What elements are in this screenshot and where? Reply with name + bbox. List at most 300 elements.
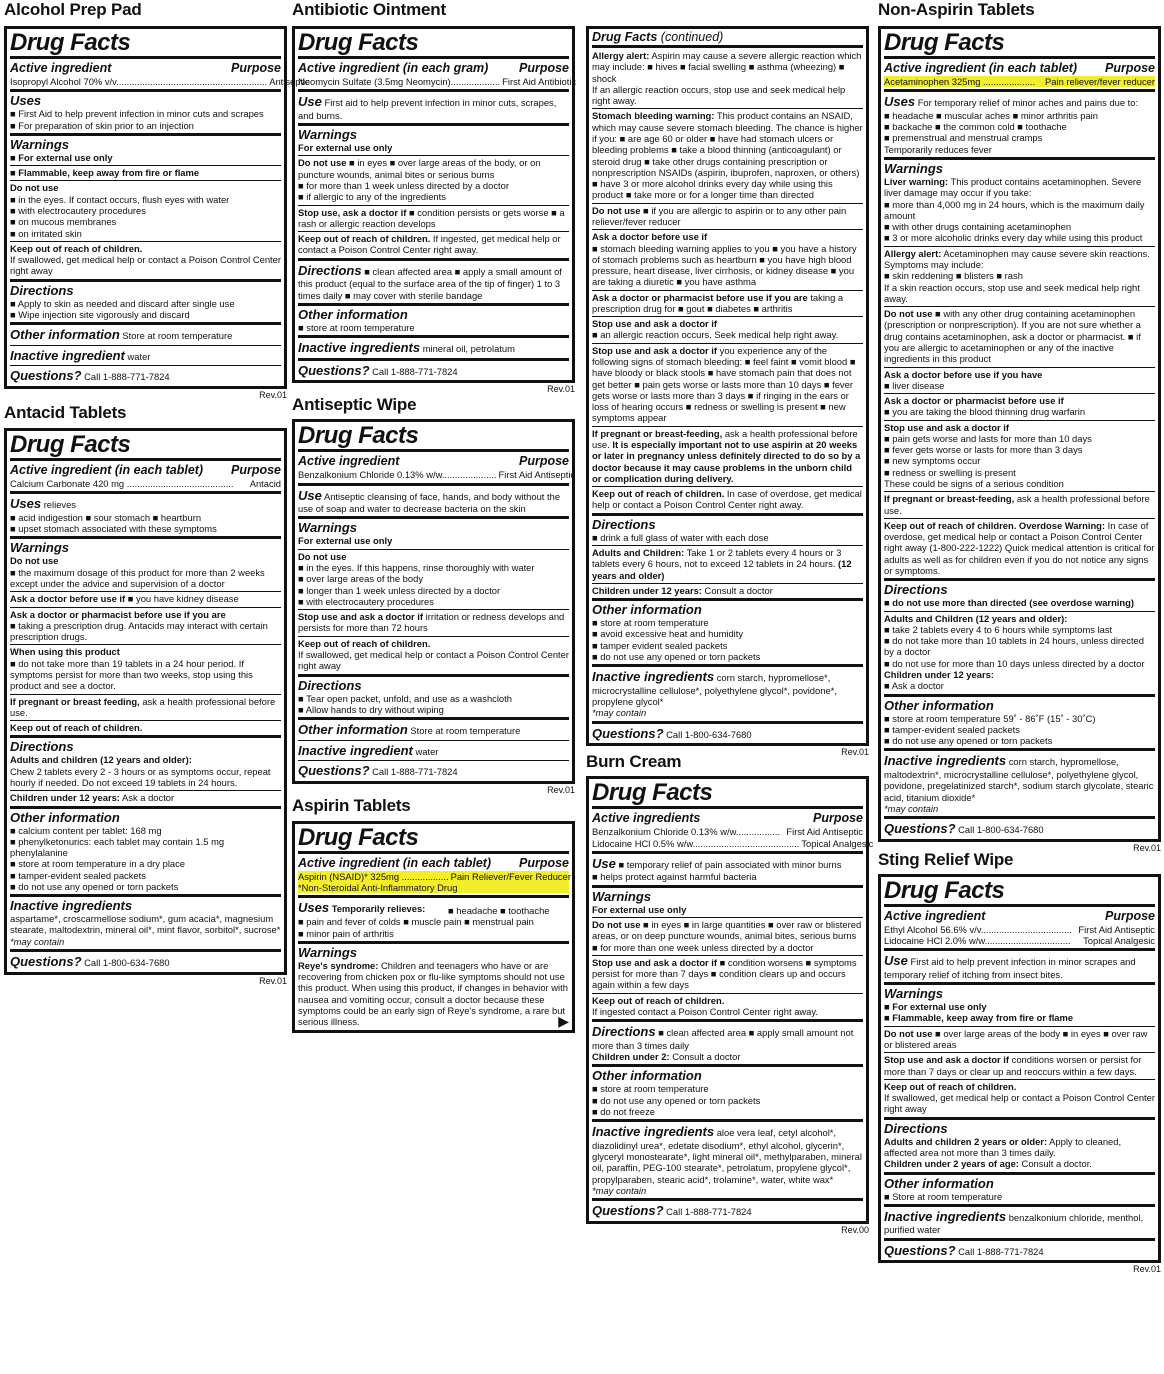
subheading: Do not use xyxy=(592,918,641,930)
uses-heading: Uses xyxy=(10,496,42,512)
warning-text: For external use only xyxy=(298,142,393,154)
active-ingredient: Neomycin Sulfate (3.5mg Neomycin)................... xyxy=(298,76,501,87)
subheading: Children under 12 years: xyxy=(10,792,120,804)
body-text: benzalkonium chloride, menthol, purified water xyxy=(884,1211,1144,1236)
list-item: ■ tamper-evident sealed packets xyxy=(884,723,1020,735)
body-text: relieves xyxy=(43,499,76,511)
body-text: If swallowed, get medical help or contact a Poison Control Center right away xyxy=(10,254,281,277)
body-text: ask a health professional before use. xyxy=(10,695,276,718)
directions-heading: Directions xyxy=(298,262,362,278)
warning-text: For external use only xyxy=(592,903,687,915)
footnote: *may contain xyxy=(884,802,939,814)
list-item: ■ for more than 1 week unless directed by a doctor xyxy=(298,180,509,191)
body-text: Apply to cleaned, affected area not more than 3 times daily. xyxy=(884,1135,1122,1158)
list-item: ■ on mucous membranes xyxy=(10,216,117,228)
subheading: If pregnant or breast-feeding, xyxy=(884,493,1015,505)
purpose: First Aid Antiseptic xyxy=(498,469,576,481)
questions-heading: Questions? xyxy=(10,368,82,384)
revision-label: Rev.00 xyxy=(841,1224,869,1235)
subheading: When using this product xyxy=(10,646,120,658)
list-item: ■ minor pain of arthritis xyxy=(298,927,394,939)
subheading: Stop use and ask a doctor if xyxy=(592,956,718,968)
list-item: ■ Allow hands to dry without wiping xyxy=(298,703,444,715)
subheading: Children under 12 years: xyxy=(884,668,994,680)
purpose: First Aid Antiseptic xyxy=(786,826,863,838)
body-text: If swallowed, get medical help or contact a Poison Control Center right away xyxy=(884,1092,1155,1115)
active-ingredient: Ethyl Alcohol 56.6% v/v................................... xyxy=(884,923,1072,935)
list-item: ■ avoid excessive heat and humidity xyxy=(592,628,744,640)
body-text: Store at room temperature xyxy=(122,330,233,342)
purpose-heading: Purpose xyxy=(230,463,281,477)
drug-facts-heading: Drug Facts xyxy=(592,30,658,44)
list-item: ■ do not use any opened or torn packets xyxy=(592,1094,761,1106)
purpose: Topical Analgesic xyxy=(1083,934,1155,946)
body-text: This product contains an NSAID, which may cause severe stomach bleeding. The chance is higher if you: ■ are age 60 or older ■ have had stomach ulcers or bleeding problems ■ take a blood thinning (anticoagulant) or steroid drug ■ take other drugs containing prescription or nonprescription NSAIDs (aspirin, ibuprofen, naproxen, or others) ■ have 3 or more alcohol drinks every day while using this product ■ take more or for a longer time than directed xyxy=(592,110,863,201)
active-ingredient: Calcium Carbonate 420 mg ......................................... xyxy=(10,478,234,489)
drug-facts-heading: Drug Facts xyxy=(592,779,713,807)
uses-heading: Uses xyxy=(884,94,916,110)
list-item: ■ with electrocautery procedures xyxy=(10,204,146,216)
body-text: First aid to help prevent infection in minor scrapes and temporary relief of itching from insect bites. xyxy=(884,956,1136,980)
directions-heading: Directions xyxy=(592,516,656,532)
inactive-heading: Inactive ingredient xyxy=(10,347,125,363)
body-text: ■ in eyes ■ over large areas of the body, or on puncture wounds, animal bites or serious burns xyxy=(298,157,541,180)
subheading: Reye's syndrome: xyxy=(298,959,379,971)
body-text: Chew 2 tablets every 2 - 3 hours or as symptoms occur, repeat hourly if needed. Do not exceed 19 tablets in 24 hours. xyxy=(10,765,271,788)
list-item: ■ store at room temperature xyxy=(592,1083,709,1095)
body-text: It is especially important not to use aspirin at 20 weeks or later in pregnancy unless definitely directed to do so by a doctor because it may cause problems in the unborn child or complication during delivery. xyxy=(592,439,861,484)
inactive-heading: Inactive ingredients xyxy=(884,1208,1007,1224)
list-item: ■ on irritated skin xyxy=(10,227,82,239)
list-item: ■ liver disease xyxy=(884,379,945,391)
body-text: If a skin reaction occurs, stop use and seek medical help right away. xyxy=(884,281,1140,304)
body-text: ■ clean affected area ■ apply small amount not more than 3 times daily xyxy=(592,1027,854,1051)
purpose: Pain reliever/fever reducer xyxy=(1045,76,1155,87)
body-text: ask a health professional before use. xyxy=(592,427,858,450)
active-ingredient: Acetaminophen 325mg .................... xyxy=(884,76,1036,87)
drug-facts-heading: Drug Facts xyxy=(298,823,419,851)
other-heading: Other information xyxy=(298,306,408,322)
purpose-heading: Purpose xyxy=(518,454,569,469)
active-ingredient: Lidocaine HCl 0.5% w/w......................................... xyxy=(592,837,800,849)
list-item: ■ backache ■ the common cold ■ toothache xyxy=(884,121,1067,133)
body-text: ■ in eyes ■ in large quantities ■ over raw or blistered areas, or on deep puncture wounds, animal bites, serious burns ■ for more than one week unless directed by a doctor xyxy=(592,918,862,953)
list-item: ■ do not use any opened or torn packets xyxy=(10,880,179,892)
use-heading: Use xyxy=(298,487,322,503)
uses-heading: Uses xyxy=(10,93,42,109)
questions-heading: Questions? xyxy=(592,725,664,741)
subheading: Keep out of reach of children. xyxy=(592,488,725,500)
questions-heading: Questions? xyxy=(10,954,82,970)
column-3 xyxy=(586,0,874,1236)
list-item: ■ For preparation of skin prior to an injection xyxy=(10,119,194,131)
active-ingredient: Isopropyl Alcohol 70% v/v.......................................................... xyxy=(10,76,268,87)
list-item: ■ Tear open packet, unfold, and use as a washcloth xyxy=(298,692,512,704)
body-text: In case of overdose, get medical help or contact a Poison Control Center right away. xyxy=(592,488,862,511)
body-text: If an allergic reaction occurs, stop use and seek medical help right away. xyxy=(592,83,846,107)
column-4 xyxy=(878,0,1161,1275)
subheading: Ask a doctor before use if xyxy=(10,593,126,605)
warning-text: ■ For external use only xyxy=(10,151,113,163)
body-text: Ask a doctor xyxy=(122,792,175,804)
subheading: Adults and Children: xyxy=(592,546,685,558)
list-item: ■ do not take more than 10 tablets in 24 hours, unless directed by a doctor xyxy=(884,635,1144,658)
inactive-heading: Inactive ingredients xyxy=(592,669,715,685)
body-text: Store at room temperature xyxy=(410,725,521,737)
subheading: Do not use xyxy=(884,308,933,320)
drug-facts-panel-antacid xyxy=(4,428,287,975)
warnings-heading: Warnings xyxy=(298,127,357,143)
body-text: First aid to help prevent infection in minor cuts, scrapes, and burns. xyxy=(298,97,557,121)
section-title: Sting Relief Wipe xyxy=(878,849,1014,869)
warnings-heading: Warnings xyxy=(298,520,357,536)
subheading: Keep out of reach of children. xyxy=(592,994,725,1006)
drug-facts-heading: Drug Facts xyxy=(10,29,131,56)
use-heading: Use xyxy=(298,94,322,110)
section-title: Burn Cream xyxy=(586,752,682,772)
active-ingredient: Benzalkonium Chloride 0.13% w/w................. xyxy=(592,826,781,838)
list-item: ■ you are taking the blood thinning drug warfarin xyxy=(884,406,1086,418)
active-heading: Active ingredient (in each gram) xyxy=(298,61,489,75)
purpose: First Aid Antiseptic xyxy=(1078,923,1155,935)
list-item: ■ Apply to skin as needed and discard after single use xyxy=(10,297,235,309)
active-heading: Active ingredients xyxy=(592,811,701,826)
body-text: aloe vera leaf, cetyl alcohol*, diazolidinyl urea*, edetate disodium*, ethyl alcohol, glycerin*, glyceryl monostearate*, light mineral oil*, methylparaben, mineral oil, paraffin, PEG-100 stearate*, petrolatum, propylene glycol*, propylparaben, stearic acid*, trolamine*, water, white wax* xyxy=(592,1127,862,1185)
list-item: ■ phenylketonurics: each tablet may contain 1.5 mg phenylalanine xyxy=(10,835,225,859)
subheading: Stomach bleeding warning: xyxy=(592,110,715,122)
list-item: ■ 3 or more alcoholic drinks every day while using this product xyxy=(884,232,1143,244)
phone-number: Call 1-888-771-7824 xyxy=(84,371,170,383)
subheading: Children under 12 years: xyxy=(592,584,702,596)
subheading: Do not use xyxy=(10,555,59,567)
purpose: Pain Reliever/Fever Reducer xyxy=(450,870,571,882)
phone-number: Call 1-888-771-7824 xyxy=(372,766,458,778)
questions-heading: Questions? xyxy=(884,821,956,837)
body-text: corn starch, hypromellose*, microcrystalline cellulose*, polyethylene glycol*, povidone*, propylene glycol* xyxy=(592,672,837,708)
questions-heading: Questions? xyxy=(298,362,370,378)
body-text: ■ over large areas of the body ■ in eyes ■ over raw or blistered areas xyxy=(884,1027,1148,1050)
questions-heading: Questions? xyxy=(298,763,370,779)
section-title: Aspirin Tablets xyxy=(292,795,411,815)
subheading: Keep out of reach of children. xyxy=(10,242,143,254)
subheading: Liver warning: xyxy=(884,176,949,187)
subheading: Keep out of reach of children. Overdose Warning: xyxy=(884,519,1106,531)
body-text: ■ stomach bleeding warning applies to you ■ you have a history of stomach problems such as heartburn ■ you have high blood pressure, heart disease, liver cirrhosis, or kidney disease ■ you are taking a diuretic ■ you have asthma xyxy=(592,242,857,288)
section-title: Antibiotic Ointment xyxy=(292,0,446,19)
subheading: Ask a doctor or pharmacist before use if xyxy=(884,395,1064,407)
footnote: *may contain xyxy=(592,707,647,719)
revision-label: Rev.01 xyxy=(841,747,869,758)
drug-facts-panel-antibiotic xyxy=(292,26,575,383)
active-ingredient: Benzalkonium Chloride 0.13% w/w..................... xyxy=(298,469,497,481)
body-text: Take 1 or 2 tablets every 4 hours or 3 tablets every 6 hours, not to exceed 12 tablets in 24 hours. xyxy=(592,546,842,570)
drug-facts-panel-antiseptic-wipe xyxy=(292,419,575,784)
continued-label: (continued) xyxy=(660,30,724,44)
questions-heading: Questions? xyxy=(592,1203,664,1219)
inactive-heading: Inactive ingredients xyxy=(10,898,133,914)
body-text: ask a health professional before use. xyxy=(884,493,1150,516)
revision-label: Rev.01 xyxy=(547,384,575,395)
purpose-heading: Purpose xyxy=(230,61,281,75)
body-text: corn starch, hypromellose, maltodextrin*, microcrystalline cellulose*, polyethylene glycol, povidone, pregelatinized starch*, sodium starch glycolate, stearic acid, titanium dioxide* xyxy=(884,756,1154,803)
subheading: Do not use xyxy=(592,204,641,216)
body-text: ■ condition worsens ■ symptoms persist for more than 7 days ■ condition clears up and occurs again within a few days xyxy=(592,956,857,991)
inactive-heading: Inactive ingredients xyxy=(884,753,1007,769)
subheading: Keep out of reach of children. xyxy=(298,637,431,649)
body-text: Consult a doctor xyxy=(672,1051,741,1063)
list-item: ■ tamper evident sealed packets xyxy=(592,639,728,651)
subheading: Allergy alert: xyxy=(884,247,942,259)
body-text: (12 years and older) xyxy=(592,558,852,581)
list-item: ■ store at room temperature xyxy=(592,617,709,629)
subheading: Ask a doctor before use if you have xyxy=(884,368,1043,380)
purpose: First Aid Antibiotic xyxy=(502,76,577,87)
subheading: Children under 2: xyxy=(592,1051,670,1063)
revision-label: Rev.01 xyxy=(1133,842,1161,853)
warnings-heading: Warnings xyxy=(10,136,69,152)
subheading: If pregnant or breast-feeding, xyxy=(592,427,723,439)
warnings-heading: Warnings xyxy=(10,540,69,556)
purpose-heading: Purpose xyxy=(518,855,569,870)
revision-label: Rev.01 xyxy=(1133,1264,1161,1275)
phone-number: Call 1-888-771-7824 xyxy=(666,1206,752,1218)
drug-facts-panel-aspirin-continued xyxy=(586,26,869,746)
body-text: ■ taking a prescription drug. Antacids may interact with certain prescription drugs. xyxy=(10,619,268,643)
list-item: ■ temporary relief of pain associated with minor burns xyxy=(618,858,842,870)
subheading: Do not use xyxy=(10,182,59,194)
drug-facts-panel-sting-relief xyxy=(878,874,1161,1264)
other-heading: Other information xyxy=(884,1175,994,1191)
list-item: ■ do not freeze xyxy=(592,1105,655,1117)
body-text: If swallowed, get medical help or contact a Poison Control Center right away xyxy=(298,649,569,672)
list-item: ■ in the eyes. If this happens, rinse thoroughly with water xyxy=(298,562,535,574)
active-heading: Active ingredient xyxy=(884,908,986,923)
list-item: ■ skin reddening ■ blisters ■ rash xyxy=(884,270,1023,282)
drug-facts-panel-non-aspirin xyxy=(878,26,1161,842)
section-title: Antacid Tablets xyxy=(4,403,127,422)
purpose: Topical Analgesic xyxy=(801,837,874,849)
body-text: taking a prescription drug for ■ gout ■ diabetes ■ arthritis xyxy=(592,291,844,314)
body-text: water xyxy=(415,745,439,757)
body-text: you experience any of the following signs of stomach bleeding: ■ feel faint ■ vomit blood ■ have bloody or black stools ■ have stomach pain that does not get better ■ pain gets worse or lasts more than 10 days ■ fever gets worse or lasts more than 3 days ■ if ringing in the ears or loss of hearing occurs ■ redness or swelling is present ■ new symptoms appear xyxy=(592,344,856,424)
subheading: Ask a doctor before use if xyxy=(592,231,708,243)
section-title: Non-Aspirin Tablets xyxy=(878,0,1035,19)
subheading: Stop use and ask a doctor if xyxy=(592,318,718,330)
list-item: ■ with other drugs containing acetaminophen xyxy=(884,221,1072,233)
drug-facts-panel-burn-cream xyxy=(586,776,874,1224)
body-text: In case of overdose, get medical help or contact a Poison Control Center right away (1-800-222-1222) Quick medical attention is critical for adults as well as for children even if you do not notice any signs or symptoms. xyxy=(884,519,1155,576)
active-heading: Active ingredient (in each tablet) xyxy=(298,855,492,870)
list-item: ■ take 2 tablets every 4 to 6 hours while symptoms last xyxy=(884,623,1113,635)
body-text: ■ condition persists or gets worse ■ a rash or allergic reaction develops xyxy=(298,206,565,229)
subheading: Stop use and ask a doctor if xyxy=(884,421,1010,433)
footnote: *may contain xyxy=(10,935,65,947)
warnings-heading: Warnings xyxy=(298,944,357,960)
list-item: ■ in the eyes. If contact occurs, flush eyes with water xyxy=(10,193,230,205)
drug-facts-panel-aspirin xyxy=(292,821,575,1033)
body-text: Acetaminophen may cause severe skin reactions. Symptoms may include: xyxy=(884,247,1150,270)
other-heading: Other information xyxy=(298,722,408,738)
body-text: *Non-Steroidal Anti-Inflammatory Drug xyxy=(298,882,458,894)
active-ingredient: Aspirin (NSAID)* 325mg .................. xyxy=(298,870,449,882)
purpose-heading: Purpose xyxy=(1104,908,1155,923)
list-item: ■ headache ■ toothache xyxy=(448,905,550,917)
list-item: These could be signs of a serious condition xyxy=(884,478,1064,490)
subheading: If pregnant or breast feeding, xyxy=(10,695,140,707)
drug-facts-panel-alcohol-prep-pad xyxy=(4,26,310,389)
drug-facts-heading: Drug Facts xyxy=(298,422,419,450)
list-item: ■ pain and fever of colds ■ muscle pain ■ menstrual pain xyxy=(298,916,534,928)
inactive-heading: Inactive ingredient xyxy=(298,742,413,758)
body-text: Consult a doctor. xyxy=(1021,1158,1092,1170)
purpose-heading: Purpose xyxy=(1104,61,1155,75)
warnings-heading: Warnings xyxy=(884,161,943,176)
subheading: Keep out of reach of children. xyxy=(10,720,281,733)
drug-facts-heading: Drug Facts xyxy=(10,431,131,458)
list-item: ■ do not use any opened or torn packets xyxy=(592,650,761,662)
list-item: ■ fever gets worse or lasts for more than 3 days xyxy=(884,444,1083,456)
body-text: irritation or redness develops and persists for more than 72 hours xyxy=(298,611,565,634)
directions-heading: Directions xyxy=(298,677,362,693)
list-item: ■ store at room temperature in a dry place xyxy=(10,858,186,870)
list-item: ■ do not use any opened or torn packets xyxy=(884,735,1053,747)
body-text: conditions worsen or persist for more than 7 days or clear up and reoccurs within a few days. xyxy=(884,1054,1142,1077)
revision-label: Rev.01 xyxy=(547,784,575,795)
list-item: ■ Ask a doctor xyxy=(884,680,944,692)
column-2 xyxy=(292,0,575,1033)
subheading: Stop use, ask a doctor if xyxy=(298,206,407,218)
directions-heading: Directions xyxy=(10,282,74,298)
list-item: ■ more than 4,000 mg in 24 hours, which is the maximum daily amount xyxy=(884,198,1145,221)
subheading: Adults and children (12 years and older): xyxy=(10,754,192,766)
body-text: ■ if you are allergic to aspirin or to any other pain reliever/fever reducer xyxy=(592,204,847,227)
list-item: ■ store at room temperature 59˚ - 86˚F (15˚ - 30˚C) xyxy=(884,712,1096,724)
active-heading: Active ingredient xyxy=(10,61,112,75)
list-item: ■ do not use for more than 10 days unless directed by a doctor xyxy=(884,657,1145,669)
use-heading: Use xyxy=(592,855,616,871)
purpose: Antiseptic xyxy=(269,76,310,87)
list-item: ■ longer than 1 week unless directed by a doctor xyxy=(298,584,501,596)
subheading: Stop use and ask a doctor if xyxy=(592,344,718,356)
body-text: ■ an allergic reaction occurs. Seek medical help right away. xyxy=(592,329,839,341)
questions-heading: Questions? xyxy=(884,1242,956,1258)
other-heading: Other information xyxy=(10,809,120,825)
body-text: This product contains acetaminophen. Severe liver damage may occur if you take: xyxy=(884,176,1142,199)
subheading: Adults and children 2 years or older: xyxy=(884,1135,1048,1147)
list-item: ■ if allergic to any of the ingredients xyxy=(298,191,446,203)
subheading: Stop use and ask a doctor if xyxy=(298,611,424,623)
phone-number: Call 1-800-634-7680 xyxy=(666,728,752,740)
inactive-heading: Inactive ingredients xyxy=(592,1124,715,1140)
subheading: Do not use xyxy=(298,157,347,169)
list-item: ■ Store at room temperature xyxy=(884,1190,1003,1202)
subheading: Adults and Children (12 years and older): xyxy=(884,612,1068,624)
phone-number: Call 1-888-771-7824 xyxy=(958,1245,1044,1257)
purpose-heading: Purpose xyxy=(812,811,863,826)
other-heading: Other information xyxy=(592,1068,702,1084)
drug-facts-heading: Drug Facts xyxy=(884,876,1005,904)
use-heading: Use xyxy=(884,953,908,969)
directions-heading: Directions xyxy=(10,739,74,755)
body-text: Aspirin may cause a severe allergic reaction which may include: ■ hives ■ facial swelling ■ asthma (wheezing) ■ shock xyxy=(592,50,862,84)
phone-number: Call 1-800-634-7680 xyxy=(958,824,1044,836)
subheading: Children under 2 years of age: xyxy=(884,1158,1019,1170)
section-title: Alcohol Prep Pad xyxy=(4,0,142,19)
warning-text: ■ Flammable, keep away from fire or flame xyxy=(10,165,281,178)
active-ingredient: Lidocaine HCl 2.0% w/w................................. xyxy=(884,934,1071,946)
body-text: Antiseptic cleansing of face, hands, and body without the use of soap and water to decrease bacteria on the skin xyxy=(298,490,561,515)
list-item: ■ pain gets worse and lasts for more than 10 days xyxy=(884,432,1092,444)
warnings-heading: Warnings xyxy=(592,888,651,904)
body-text: ■ clean affected area ■ apply a small amount of this product (equal to the surface area of the tip of finger) 1 to 3 times daily ■ may cover with sterile bandage xyxy=(298,265,562,301)
list-item: ■ headache ■ muscular aches ■ minor arthritis pain xyxy=(884,109,1098,121)
warnings-heading: Warnings xyxy=(884,986,943,1002)
revision-label: Rev.01 xyxy=(259,975,287,986)
other-heading: Other information xyxy=(10,327,120,343)
list-item: ■ helps protect against harmful bacteria xyxy=(592,871,757,883)
list-item: ■ redness or swelling is present xyxy=(884,466,1016,478)
directions-heading: Directions xyxy=(884,582,948,598)
subheading: Keep out of reach of children. xyxy=(884,1080,1017,1092)
body-text: If ingested contact a Poison Control Center right away. xyxy=(592,1005,818,1017)
warning-text: ■ Flammable, keep away from fire or flame xyxy=(884,1012,1074,1024)
directions-heading: Directions xyxy=(884,1120,948,1136)
phone-number: Call 1-888-771-7824 xyxy=(372,365,458,377)
subheading: Keep out of reach of children. xyxy=(298,233,431,245)
subheading: Ask a doctor or pharmacist before use if you are xyxy=(10,608,226,620)
subheading: Ask a doctor or pharmacist before use if you are xyxy=(592,291,808,303)
list-item: ■ over large areas of the body xyxy=(298,573,424,585)
list-item: ■ new symptoms occur xyxy=(884,455,981,467)
body-text: For temporary relief of minor aches and pains due to: xyxy=(917,97,1139,109)
body-text: water xyxy=(127,350,151,362)
footnote: *may contain xyxy=(592,1184,647,1196)
section-title: Antiseptic Wipe xyxy=(292,395,417,415)
body-text: Children and teenagers who have or are recovering from chicken pox or flu-like symptoms should not use this product. When using this product, if changes in behavior with nausea and vomiting occur, consult a doctor because these symptoms could be an early sign of Reye's syndrome, a rare but serious illness. xyxy=(298,959,568,1028)
purpose: Antacid xyxy=(249,478,281,489)
body-text: ■ do not take more than 19 tablets in a 24 hour period. If symptoms persist for more than two weeks, stop using this product and see a doctor. xyxy=(10,657,253,692)
list-item: ■ drink a full glass of water with each dose xyxy=(592,531,769,543)
body-text: mineral oil, petrolatum xyxy=(422,343,515,355)
subheading: Allergy alert: xyxy=(592,50,650,61)
subheading: Do not use xyxy=(884,1027,933,1039)
inactive-heading: Inactive ingredients xyxy=(298,340,421,356)
revision-label: Rev.01 xyxy=(259,390,287,400)
phone-number: Call 1-800-634-7680 xyxy=(84,957,170,969)
other-heading: Other information xyxy=(884,697,994,713)
list-item: Temporarily reduces fever xyxy=(884,143,992,155)
subheading: Stop use and ask a doctor if xyxy=(884,1054,1010,1066)
active-heading: Active ingredient xyxy=(298,454,400,469)
active-heading: Active ingredient (in each tablet) xyxy=(884,61,1078,75)
list-item: ■ acid indigestion ■ sour stomach ■ heartburn xyxy=(10,511,202,523)
column-1 xyxy=(4,0,310,987)
body-text: ■ you have kidney disease xyxy=(127,593,239,605)
continue-arrow-icon: ▶ xyxy=(558,1012,569,1029)
subheading: Do not use xyxy=(298,550,347,562)
body-text: If ingested, get medical help or contact a Poison Control Center right away. xyxy=(298,233,561,256)
directions-heading: Directions xyxy=(592,1024,656,1040)
drug-facts-heading: Drug Facts xyxy=(298,29,419,56)
body-text: aspartame*, croscarmellose sodium*, gum acacia*, magnesium stearate, maltodextrin, mineral oil*, mint flavor, sorbitol*, sucrose* xyxy=(10,913,281,936)
list-item: ■ Wipe injection site vigorously and discard xyxy=(10,308,190,320)
list-item: ■ with electrocautery procedures xyxy=(298,595,434,607)
warning-text: For external use only xyxy=(298,535,393,547)
list-item: ■ upset stomach associated with these symptoms xyxy=(10,523,217,535)
body-text: Temporarily relieves: xyxy=(331,903,426,915)
active-heading: Active ingredient (in each tablet) xyxy=(10,463,204,477)
warning-text: ■ For external use only xyxy=(884,1001,987,1013)
